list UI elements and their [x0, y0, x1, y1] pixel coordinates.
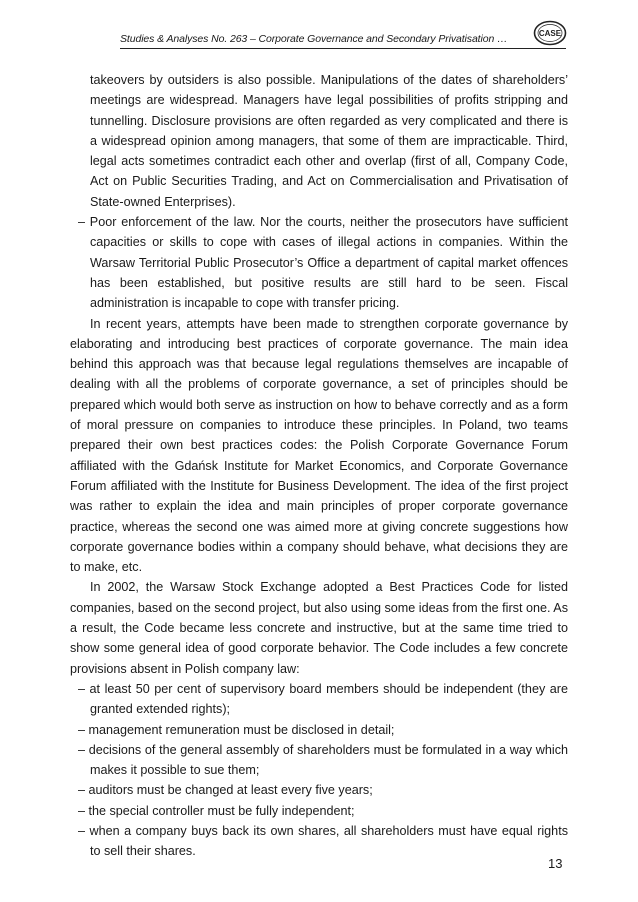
running-header: Studies & Analyses No. 263 – Corporate Governance and Secondary Privatisation … — [120, 33, 508, 45]
bullet-enforcement: – Poor enforcement of the law. Nor the courts, neither the prosecutors have sufficient capacities or skills to cope with cases of illegal actions in companies. Within the Warsaw Territorial Public Prosecutor’s Office a department of capital market offences has been established, but positive results are still hard to be seen. Fiscal administration is incapable to cope with transfer pricing. — [78, 215, 568, 311]
provision-item: – auditors must be changed at least every five years; — [78, 783, 373, 798]
header-rule — [120, 48, 566, 49]
case-logo-icon — [533, 20, 567, 46]
paragraph-best-practices: In recent years, attempts have been made to strengthen corporate governance by elaborating and introducing best practices of corporate governance. The main idea behind this approach was that because legal regulations themselves are incapable of dealing with all the problems of corporate governance, a set of principles should be prepared which would both serve as instruction on how to behave correctly and as a form of moral pressure on companies to introduce these principles. In Poland, two teams prepared their own best practices codes: the Polish Corporate Governance Forum affiliated with the Gdańsk Institute for Market Economics, and Corporate Governance Forum affiliated with the Institute for Business Development. The idea of the first project was rather to explain the idea and main principles of proper corporate governance practice, whereas the second one was aimed more at giving concrete suggestions how corporate governance bodies within a company should behave, what decisions they are to make, etc. — [70, 316, 568, 575]
provision-item: – at least 50 per cent of supervisory board members should be independent (they are granted extended rights); — [78, 681, 568, 717]
provision-item: – the special controller must be fully independent; — [78, 803, 355, 818]
provision-item: – decisions of the general assembly of shareholders must be formulated in a way which makes it possible to sue them; — [78, 742, 568, 778]
paragraph-2002: In 2002, the Warsaw Stock Exchange adopted a Best Practices Code for listed companies, based on the second project, but also using some ideas from the first one. As a result, the Code became less concrete and instructive, but at the same time tried to show some general idea of good corporate behavior. The Code includes a few concrete provisions absent in Polish company law: — [70, 580, 568, 676]
page-body — [70, 70, 568, 862]
provision-item: – management remuneration must be disclosed in detail; — [78, 722, 395, 737]
logo-text: CASE — [538, 29, 562, 38]
provision-item: – when a company buys back its own shares, all shareholders must have equal rights to sell their shares. — [78, 823, 568, 859]
page-number: 13 — [548, 856, 563, 871]
continuation-paragraph: takeovers by outsiders is also possible. Manipulations of the dates of shareholders’ meetings are widespread. Managers have legal possibilities of profits stripping and tunnelling. Disclosure provisions are often regarded as very complicated and there is a widespread opinion among managers, that some of them are impracticable. Third, legal acts sometimes contradict each other and overlap (first of all, Company Code, Act on Public Securities Trading, and Act on Commercialisation and Privatisation of State-owned Enterprises). — [90, 73, 568, 209]
